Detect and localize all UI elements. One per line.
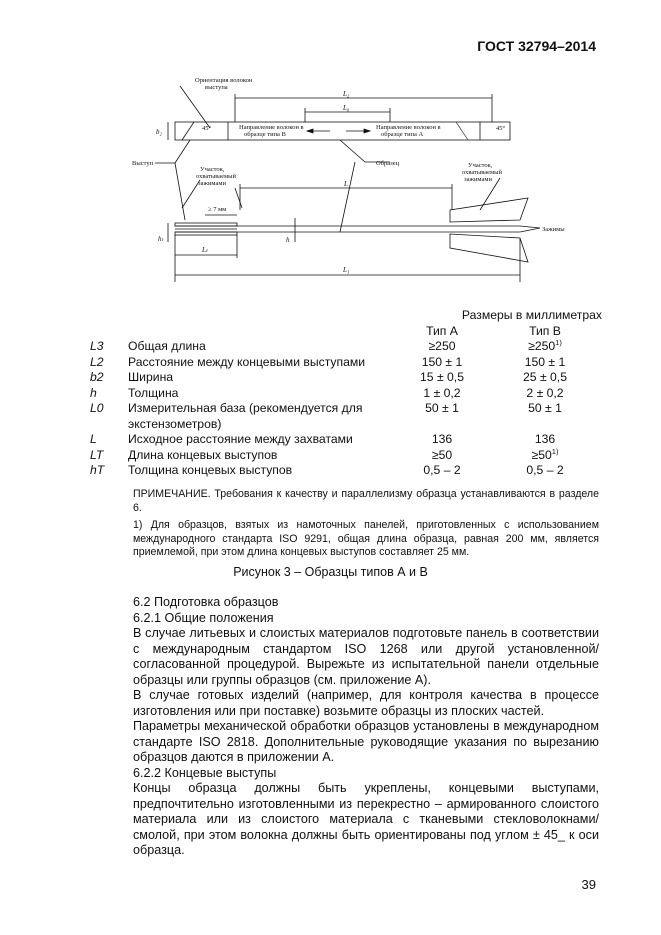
body-text (133, 595, 599, 859)
label-l: L (344, 180, 348, 188)
label-h1: hₜ (158, 235, 164, 243)
table-row: L3 Общая длина ≥250 $\ge 250^{1)}$ (90, 338, 562, 353)
col-type-b: Тип В (529, 323, 561, 338)
label-gripped-left-1: Участок, (200, 166, 225, 173)
label-l0: L₀ (343, 104, 350, 112)
section-heading: 6.2 Подготовка образцов (133, 595, 279, 609)
label-gripped-left-2: охватываемый (196, 173, 236, 180)
label-gripped-right-1: Участок, (468, 162, 493, 169)
document-code: ГОСТ 32794–2014 (477, 38, 596, 54)
table-row: h Толщина 1 ± 0,2 2 ± 0,2 (90, 385, 564, 400)
label-angle-left: 45° (202, 125, 212, 132)
table-row: L2 Расстояние между концевыми выступами 150 ± 1 150 ± 1 (90, 354, 566, 369)
label-dir-b-2: образце типа В (244, 131, 286, 138)
specimen-drawing (100, 70, 600, 295)
table-note: ПРИМЕЧАНИЕ. Требования к качеству и параллелизму образца устанавливаются в разделе 6. (133, 488, 599, 514)
figure-caption: Рисунок 3 – Образцы типов А и В (233, 565, 428, 579)
dimensions-table (90, 308, 602, 479)
label-clamps: Зажимы (542, 226, 565, 233)
table-row: hT Толщина концевых выступов 0,5 – 2 0,5 – 2 (90, 463, 564, 477)
section-heading: 6.2.2 Концевые выступы (133, 765, 277, 780)
label-b2: b₂ (156, 128, 162, 136)
label-dir-b-1: Направление волокон в (239, 124, 304, 131)
table-footnote: 1) Для образцов, взятых из намоточных панелей, приготовленных с использованием международного стандарта ISO 9291, общая длина образца, равная 200 мм, является приемлемой, при этом длина концевых выступов составляет 25 мм. (133, 519, 599, 558)
paragraph: Параметры механической обработки образцов установлены в международном стандарте ISO 2818. Дополнительные руководящие указания по вырезанию образцов даются в приложении А. (133, 719, 599, 764)
table-row: L0 Измерительная база (рекомендуется для экстензометров) 50 ± 1 50 ± 1 (90, 401, 562, 431)
label-dir-a-2: образце типа А (381, 131, 424, 138)
label-tab: Выступ (132, 160, 154, 167)
col-type-a: Тип А (426, 323, 458, 338)
table-row: LT Длина концевых выступов ≥50 $\ge 50^{1)}$ (90, 446, 559, 462)
paragraph: В случае литьевых и слоистых материалов подготовьте панель в соответствии с международным стандартом ISO 1268 или другой установленной/согласованной процедурой. Вырежьте из испытательной панели отдельные образцы или группы образцов (см. приложение А). (133, 626, 599, 687)
label-ge7: ≥ 7 мм (208, 206, 227, 213)
label-fiber-orientation-2: выступа (205, 84, 228, 91)
label-h: h (286, 236, 290, 244)
label-sample: Образец (376, 160, 400, 167)
label-gripped-right-3: зажимами (464, 176, 492, 183)
label-gripped-right-2: охватываемый (462, 169, 502, 176)
label-fiber-orientation-1: Ориентация волокон (195, 77, 253, 84)
units-label: Размеры в миллиметрах (461, 308, 602, 322)
label-l2: L₂ (343, 90, 350, 98)
paragraph: Концы образца должны быть укреплены, концевыми выступами, предпочтительно изготовленными из перекрестно – армированного слоистого материала или из слоистого материала с тканевыми стекловолокнами/смолой, при этом волокна должны быть ориентированы под углом ± 45_ к оси образца. (133, 781, 599, 857)
table-row: L Исходное расстояние между захватами 136 136 (90, 432, 556, 446)
specimen-top-view (175, 122, 510, 140)
paragraph: В случае готовых изделий (например, для контроля качества в процессе изготовления или при поставке) возьмите образцы из плоских частей. (133, 688, 599, 718)
label-gripped-left-3: зажимами (198, 180, 226, 187)
label-l3: L₃ (343, 266, 350, 274)
label-angle-right: 45° (496, 125, 506, 132)
label-lt: Lₜ (202, 246, 208, 254)
page-number: 39 (581, 877, 596, 892)
label-dir-a-1: Направление волокон в (376, 124, 441, 131)
section-heading: 6.2.1 Общие положения (133, 610, 274, 625)
table-row: b2 Ширина 15 ± 0,5 25 ± 0,5 (90, 370, 567, 384)
